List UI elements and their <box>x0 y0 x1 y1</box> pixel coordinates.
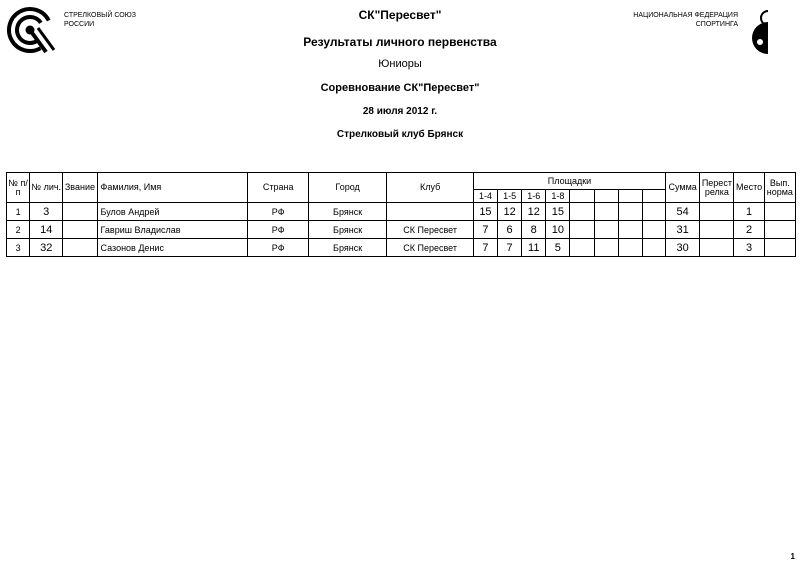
cell-score: 5 <box>546 239 570 257</box>
cell-score-empty <box>594 221 618 239</box>
results-table <box>6 172 796 257</box>
cell-score: 11 <box>522 239 546 257</box>
org-left-line1: СТРЕЛКОВЫЙ СОЮЗ <box>64 12 136 19</box>
col-header-club: Клуб <box>387 173 474 203</box>
cell-score-empty <box>594 203 618 221</box>
table-row <box>7 203 796 221</box>
table-header-row <box>7 173 796 190</box>
cell-score: 6 <box>498 221 522 239</box>
cell-score-empty <box>642 203 665 221</box>
cell-score-empty <box>618 203 642 221</box>
cell-norm <box>764 221 795 239</box>
ground-header: 1-6 <box>522 190 546 203</box>
cell-score: 15 <box>546 203 570 221</box>
cell-city: Брянск <box>308 239 386 257</box>
cell-license: 32 <box>30 239 63 257</box>
ground-header-empty <box>570 190 594 203</box>
cell-shootoff <box>700 203 734 221</box>
cell-place: 3 <box>734 239 764 257</box>
cell-score-empty <box>618 239 642 257</box>
cell-norm <box>764 203 795 221</box>
cell-club: СК Пересвет <box>387 239 474 257</box>
cell-name: Булов Андрей <box>97 203 248 221</box>
cell-score: 7 <box>498 239 522 257</box>
cell-score: 12 <box>522 203 546 221</box>
cell-score: 15 <box>473 203 497 221</box>
cell-country: РФ <box>248 221 308 239</box>
col-header-license: № лич. <box>30 173 63 203</box>
ground-header-empty <box>594 190 618 203</box>
cell-score-empty <box>570 203 594 221</box>
cell-sum: 54 <box>666 203 700 221</box>
cell-license: 3 <box>30 203 63 221</box>
cell-score: 7 <box>473 221 497 239</box>
cell-city: Брянск <box>308 203 386 221</box>
ground-header: 1-5 <box>498 190 522 203</box>
cell-num: 2 <box>7 221 30 239</box>
cell-place: 1 <box>734 203 764 221</box>
cell-club <box>387 203 474 221</box>
col-header-num: № п/п <box>7 173 30 203</box>
page-number: 1 <box>790 552 795 561</box>
cell-name: Сазонов Денис <box>97 239 248 257</box>
competition-title: Соревнование СК"Пересвет" <box>320 82 480 94</box>
cell-shootoff <box>700 221 734 239</box>
cell-rank <box>63 203 97 221</box>
table-row <box>7 221 796 239</box>
col-header-place: Место <box>734 173 764 203</box>
col-header-city: Город <box>308 173 386 203</box>
col-header-grounds: Площадки <box>473 173 665 190</box>
col-header-sum: Сумма <box>666 173 700 203</box>
report-title: Результаты личного первенства <box>303 35 497 49</box>
table-row <box>7 239 796 257</box>
club-title: СК"Пересвет" <box>358 8 442 22</box>
org-right-line2: СПОРТИНГА <box>695 21 738 28</box>
cell-shootoff <box>700 239 734 257</box>
col-header-shootoff: Перест релка <box>700 173 734 203</box>
venue: Стрелковый клуб Брянск <box>336 129 464 140</box>
ground-header-empty <box>618 190 642 203</box>
org-left-line2: РОССИИ <box>64 21 95 28</box>
ground-header: 1-8 <box>546 190 570 203</box>
cell-score-empty <box>642 221 665 239</box>
cell-num: 1 <box>7 203 30 221</box>
cell-city: Брянск <box>308 221 386 239</box>
cell-license: 14 <box>30 221 63 239</box>
cell-sum: 30 <box>666 239 700 257</box>
cell-sum: 31 <box>666 221 700 239</box>
cell-score-empty <box>594 239 618 257</box>
col-header-norm: Вып. норма <box>764 173 795 203</box>
cell-num: 3 <box>7 239 30 257</box>
cell-score: 12 <box>498 203 522 221</box>
cell-score: 7 <box>473 239 497 257</box>
cell-place: 2 <box>734 221 764 239</box>
cell-score-empty <box>570 239 594 257</box>
col-header-rank: Звание <box>63 173 97 203</box>
ground-header-empty <box>642 190 665 203</box>
cell-name: Гавриш Владислав <box>97 221 248 239</box>
cell-rank <box>63 239 97 257</box>
cell-country: РФ <box>248 203 308 221</box>
cell-norm <box>764 239 795 257</box>
cell-score: 8 <box>522 221 546 239</box>
category: Юниоры <box>378 58 422 70</box>
cell-score-empty <box>642 239 665 257</box>
ground-header: 1-4 <box>473 190 497 203</box>
col-header-country: Страна <box>248 173 308 203</box>
cell-club: СК Пересвет <box>387 221 474 239</box>
cell-rank <box>63 221 97 239</box>
cell-score: 10 <box>546 221 570 239</box>
cell-score-empty <box>570 221 594 239</box>
competition-date: 28 июля 2012 г. <box>362 106 438 117</box>
col-header-name: Фамилия, Имя <box>97 173 248 203</box>
cell-country: РФ <box>248 239 308 257</box>
cell-score-empty <box>618 221 642 239</box>
org-right-line1: НАЦИОНАЛЬНАЯ ФЕДЕРАЦИЯ <box>633 12 738 19</box>
